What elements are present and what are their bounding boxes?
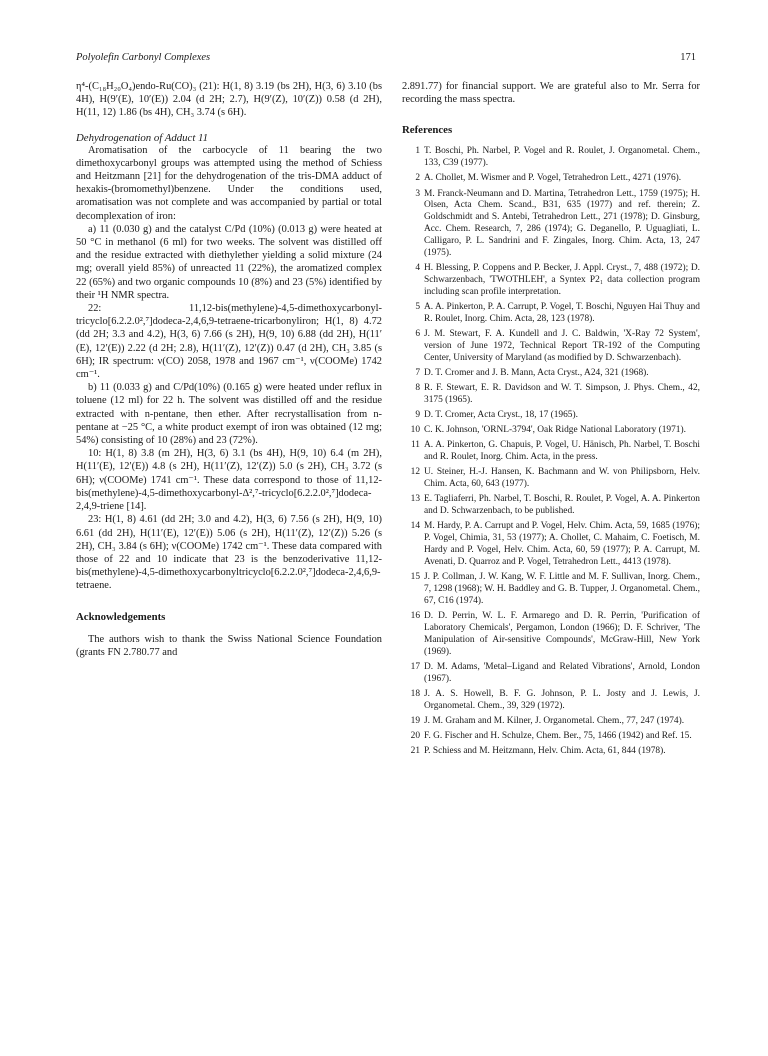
reference-number: 5 <box>415 302 420 313</box>
reference-item <box>402 410 700 422</box>
reference-item <box>402 494 700 518</box>
reference-item <box>402 689 700 713</box>
paragraph-compound-23: 23: H(1, 8) 4.61 (dd 2H; 3.0 and 4.2), H(3, 6) 7.56 (s 2H), H(9, 10) 6.61 (dd 2H), H(11′(E), 12′(E)) 5.06 (s 2H), H(11′(Z), 12′(Z)) 5.26 (s 2H), CH₃ 3.84 (s 6H); ν(COOMe) 1742 cm⁻¹. These data compared with those of 22 and 10 indicate that 23 is the benzoderivative 11,12-bis(methylene)-4,5-dimethoxycarbonyltricyclo[6.2.2.0²,⁷]dodeca-2,4,6,9-tetraene. <box>76 514 382 592</box>
paragraph-procedure-b: b) 11 (0.033 g) and C/Pd(10%) (0.165 g) were heated under reflux in toluene (12 ml) for 22 h. The solvent was distilled off and the residue extracted with n-pentane, then ether. After recrystallisation from n-pentane at −25 °C, a white product exempt of iron was obtained (12 mg; 54%) consisting of 10 (28%) and 23 (72%). <box>76 382 382 447</box>
reference-text: T. Boschi, Ph. Narbel, P. Vogel and R. Roulet, J. Organometal. Chem., 133, C39 (1977). <box>424 146 700 169</box>
reference-number: 9 <box>415 410 420 421</box>
acknowledgements-heading: Acknowledgements <box>76 610 166 623</box>
reference-text: D. M. Adams, 'Metal–Ligand and Related Vibrations', Arnold, London (1967). <box>424 661 700 684</box>
reference-item <box>402 368 700 380</box>
reference-text: E. Tagliaferri, Ph. Narbel, T. Boschi, R. Roulet, P. Vogel, A. A. Pinkerton and D. Schwarzenbach, to be published. <box>424 494 700 517</box>
left-column <box>76 80 382 659</box>
paragraph-procedure-a: a) 11 (0.030 g) and the catalyst C/Pd (10%) (0.013 g) were heated at 50 °C in methanol (6 ml) for two weeks. The solvent was distilled off and the residue extracted with diethylether yielding a solid mixture (24 mg; overall yield 85%) of unreacted 11 (22%), the aromatized complex 22 (65%) and two organic compounds 10 (8%) and 23 (5%) identified by their ¹H NMR spectra. <box>76 223 382 301</box>
reference-number: 12 <box>410 467 420 478</box>
reference-item <box>402 173 700 185</box>
paragraph-compound-10: 10: H(1, 8) 3.8 (m 2H), H(3, 6) 3.1 (bs 4H), H(9, 10) 6.4 (m 2H), H(11′(E), 12′(E)) 4.8 (s 2H), H(11′(Z), 12′(Z)) 5.0 (s 2H), CH₃ 3.72 (s 6H); ν(COOMe) 1741 cm⁻¹. These data correspond to those of 11,12-bis(methylene)-4,5-dimethoxycarbonyl-Δ²,⁷-tricyclo[6.2.2.0²,⁷]dodeca-2,4,9-triene [14]. <box>76 448 382 513</box>
running-title: Polyolefin Carbonyl Complexes <box>76 52 211 63</box>
reference-item <box>402 146 700 170</box>
reference-text: F. G. Fischer and H. Schulze, Chem. Ber., 75, 1466 (1942) and Ref. 15. <box>424 730 692 741</box>
reference-item <box>402 467 700 491</box>
reference-number: 13 <box>410 494 420 505</box>
right-column <box>402 80 700 761</box>
reference-item <box>402 302 700 326</box>
reference-text: M. Hardy, P. A. Carrupt and P. Vogel, Helv. Chim. Acta, 59, 1685 (1976); P. Vogel, Chimia, 31, 53 (1977); A. Chollet, C. Mahaim, C. Foetisch, M. Hardy and P. Vogel, Helv. Chim. Acta, 60, 59 (1977); P. A. Carrupt, M. Avenati, D. Quarroz and P. Vogel, Tetrahedron Lett., 4413 (1978). <box>424 521 700 567</box>
reference-number: 10 <box>410 425 420 436</box>
reference-number: 16 <box>410 610 420 621</box>
reference-number: 1 <box>415 146 420 157</box>
acknowledgements-continuation: 2.891.77) for financial support. We are grateful also to Mr. Serra for recording the mass spectra. <box>402 81 700 106</box>
reference-number: 17 <box>410 661 420 672</box>
reference-item <box>402 662 700 686</box>
page-header <box>76 52 696 70</box>
reference-item <box>402 731 700 743</box>
reference-text: H. Blessing, P. Coppens and P. Becker, J. Appl. Cryst., 7, 488 (1972); D. Schwarzenbach, 'TWOTHLEH', a Syntex P2₁ data collection program including scan profile interpretation. <box>424 263 700 297</box>
reference-number: 14 <box>410 521 420 532</box>
reference-text: A. A. Pinkerton, G. Chapuis, P. Vogel, U. Hänisch, Ph. Narbel, T. Boschi and R. Roulet, Inorg. Chim. Acta, in the press. <box>424 440 700 463</box>
reference-item <box>402 611 700 659</box>
reference-number: 2 <box>415 173 420 184</box>
references-heading: References <box>402 124 453 137</box>
reference-item <box>402 716 700 728</box>
reference-number: 19 <box>410 715 420 726</box>
reference-text: J. A. S. Howell, B. F. G. Johnson, P. L. Josty and J. Lewis, J. Organometal. Chem., 39, 329 (1972). <box>424 688 700 711</box>
section-heading: Dehydrogenation of Adduct 11 <box>76 131 209 144</box>
reference-text: A. Chollet, M. Wismer and P. Vogel, Tetrahedron Lett., 4271 (1976). <box>424 173 682 184</box>
paragraph-compound-22: 22: 11,12-bis(methylene)-4,5-dimethoxycarbonyl-tricyclo[6.2.2.0²,⁷]dodeca-2,4,6,9-tetraene-tricarbonyliron; H(1, 8) 4.72 (dd 2H; 3.3 and 4.2), H(3, 6) 7.66 (s 2H), H(9, 10) 6.88 (dd 2H), H(11′(E), 12′(E)) 2.22 (d 2H; 2.8), H(11′(Z), 12′(Z)) 0.47 (d 2H), CH₃ 3.85 (s 6H); IR spectrum: ν(CO) 2058, 1978 and 1967 cm⁻¹, ν(COOMe) 1742 cm⁻¹. <box>76 303 382 381</box>
reference-number: 7 <box>415 367 420 378</box>
reference-item <box>402 189 700 260</box>
reference-text: U. Steiner, H.-J. Hansen, K. Bachmann and W. von Philipsborn, Helv. Chim. Acta, 60, 643 (1977). <box>424 467 700 490</box>
reference-text: J. M. Stewart, F. A. Kundell and J. C. Baldwin, 'X-Ray 72 System', version of June 1972, Technical Report TR-192 of the Computing Center, University of Maryland (as modified by D. Schwarzenbach). <box>424 329 700 363</box>
reference-item <box>402 572 700 608</box>
reference-number: 11 <box>410 440 420 451</box>
reference-number: 6 <box>415 329 420 340</box>
compound-21-data: η⁴-(C₁₈H₂₀O₄)endo-Ru(CO)₃ (21): H(1, 8) 3.19 (bs 2H), H(3, 6) 3.10 (bs 4H), H(9′(E), 10′(E)) 2.04 (d 2H; 2.7), H(9′(Z), 10′(Z)) 0.58 (d 2H), H(11, 12) 1.86 (bs 4H), CH₃ 3.74 (s 6H). <box>76 81 382 119</box>
reference-text: P. Schiess and M. Heitzmann, Helv. Chim. Acta, 61, 844 (1978). <box>424 745 666 756</box>
reference-list <box>402 146 700 757</box>
reference-text: C. K. Johnson, 'ORNL-3794', Oak Ridge National Laboratory (1971). <box>424 425 686 436</box>
reference-number: 15 <box>410 572 420 583</box>
reference-number: 8 <box>415 383 420 394</box>
reference-text: D. T. Cromer, Acta Cryst., 18, 17 (1965). <box>424 410 578 421</box>
reference-text: D. D. Perrin, W. L. F. Armarego and D. R. Perrin, 'Purification of Laboratory Chemicals', Pergamon, London (1966); D. F. Schriver, 'The Manipulation of Air-sensitive Compounds', McGraw-Hill, New York (1969). <box>424 610 700 657</box>
reference-text: R. F. Stewart, E. R. Davidson and W. T. Simpson, J. Phys. Chem., 42, 3175 (1965). <box>424 383 700 405</box>
reference-number: 3 <box>415 188 420 199</box>
reference-number: 4 <box>415 263 420 274</box>
reference-text: M. Franck-Neumann and D. Martina, Tetrahedron Lett., 1759 (1975); H. Olsen, Acta Chem. Scand., B31, 635 (1977) and ref. therein; Z. Goldschmidt and S. Antebi, Tetrahedron Lett., 271 (1978); D. Ginsburg, Acc. Chem. Research, 7, 286 (1974); G. Deganello, P. Uguagliati, L. Calligaro, P. L. Sandrini and F. Zingales, Inorg. Chim. Acta, 13, 247 (1975). <box>424 188 700 259</box>
reference-text: J. P. Collman, J. W. Kang, W. F. Little and M. F. Sullivan, Inorg. Chem., 7, 1298 (1968); W. H. Baddley and G. B. Tupper, J. Organometal. Chem., 67, C16 (1974). <box>424 572 700 606</box>
reference-text: A. A. Pinkerton, P. A. Carrupt, P. Vogel, T. Boschi, Nguyen Hai Thuy and R. Roulet, Inorg. Chim. Acta, 28, 123 (1978). <box>424 302 700 324</box>
reference-item <box>402 329 700 365</box>
reference-number: 20 <box>410 730 420 741</box>
reference-item <box>402 746 700 758</box>
reference-item <box>402 263 700 299</box>
reference-text: J. M. Graham and M. Kilner, J. Organometal. Chem., 77, 247 (1974). <box>424 715 685 726</box>
reference-number: 21 <box>410 745 420 756</box>
reference-item <box>402 440 700 464</box>
reference-text: D. T. Cromer and J. B. Mann, Acta Cryst., A24, 321 (1968). <box>424 367 649 378</box>
page-number: 171 <box>680 52 696 63</box>
acknowledgements-text: The authors wish to thank the Swiss National Science Foundation (grants FN 2.780.77 and <box>76 633 382 658</box>
paragraph-aromatisation: Aromatisation of the carbocycle of 11 bearing the two dimethoxycarbonyl groups was attempted using the method of Schiess and Heitzmann [21] for the dehydrogenation of the tris-DMA adduct of hexakis-(bromomethyl)benzene. Under the conditions used, aromatisation was not complete and was accompanied by partial or total decomplexation of iron: <box>76 144 382 222</box>
reference-item <box>402 383 700 407</box>
reference-item <box>402 521 700 569</box>
reference-number: 18 <box>410 688 420 699</box>
reference-item <box>402 425 700 437</box>
